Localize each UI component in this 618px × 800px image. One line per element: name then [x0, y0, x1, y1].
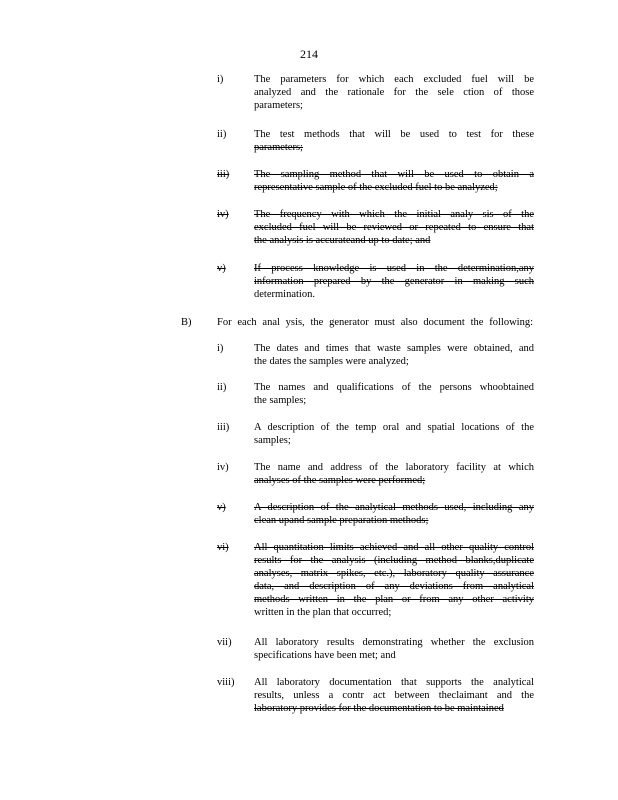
- section-b-label: B): [181, 317, 192, 328]
- list-item-line: All laboratory documentation that supports the analytical: [254, 677, 534, 688]
- list-item-line: A description of the analytical methods used, including any: [254, 502, 534, 513]
- list-item-number: iii): [217, 422, 230, 433]
- list-item-line: analyzed and the rationale for the sele ction of those: [254, 87, 534, 98]
- list-item-number: iv): [217, 462, 229, 473]
- section-b-intro: For each anal ysis, the generator must also document the following:: [217, 317, 533, 328]
- list-item-line: laboratory provides for the documentation to be maintained: [254, 703, 504, 714]
- list-item-line: All quantitation limits achieved and all other quality control: [254, 542, 534, 553]
- list-item-line: The name and address of the laboratory facility at which: [254, 462, 534, 473]
- list-item-line: results for the analysis (including method blanks,duplicate: [254, 555, 534, 566]
- page-number: 214: [300, 47, 318, 61]
- list-item-line: The parameters for which each excluded fuel will be: [254, 74, 534, 85]
- list-item-number: iii): [217, 169, 230, 180]
- list-item-line: results, unless a contr act between theclaimant and the: [254, 690, 534, 701]
- list-item-line: samples;: [254, 435, 291, 446]
- list-item-number: vi): [217, 542, 229, 553]
- list-item-line: the analysis is accurateand up to date; and: [254, 235, 431, 246]
- list-item-line: information prepared by the generator in making such: [254, 276, 534, 287]
- list-item-number: v): [217, 263, 226, 274]
- list-item-number: i): [217, 343, 224, 354]
- list-item-number: v): [217, 502, 226, 513]
- list-item-line: the samples;: [254, 395, 307, 406]
- list-item-line: analyses, matrix spikes, etc.), laboratory quality assurance: [254, 568, 534, 579]
- list-item-line: A description of the temp oral and spatial locations of the: [254, 422, 534, 433]
- list-item-line: written in the plan that occurred;: [254, 607, 392, 618]
- list-item-line: If process knowledge is used in the determination,any: [254, 263, 534, 274]
- list-item-line: All laboratory results demonstrating whether the exclusion: [254, 637, 534, 648]
- list-item-line: parameters;: [254, 142, 303, 153]
- list-item-number: iv): [217, 209, 229, 220]
- list-item-line: The dates and times that waste samples were obtained, and: [254, 343, 534, 354]
- list-item-line: The sampling method that will be used to obtain a: [254, 169, 534, 180]
- list-item-number: viii): [217, 677, 235, 688]
- list-item-line: data, and description of any deviations from analytical: [254, 581, 534, 592]
- list-item-number: i): [217, 74, 224, 85]
- list-item-line: The names and qualifications of the persons whoobtained: [254, 382, 534, 393]
- list-item-line: determination.: [254, 289, 315, 300]
- list-item-line: The test methods that will be used to test for these: [254, 129, 534, 140]
- list-item-line: clean upand sample preparation methods;: [254, 515, 429, 526]
- list-item-line: methods written in the plan or from any other activity: [254, 594, 534, 605]
- list-item-line: excluded fuel will be reviewed or repeated to ensure that: [254, 222, 534, 233]
- list-item-number: ii): [217, 382, 227, 393]
- list-item-line: analyses of the samples were performed;: [254, 475, 426, 486]
- list-item-line: The frequency with which the initial analy sis of the: [254, 209, 534, 220]
- list-item-line: parameters;: [254, 100, 303, 111]
- list-item-number: ii): [217, 129, 227, 140]
- list-item-number: vii): [217, 637, 232, 648]
- list-item-line: representative sample of the excluded fuel to be analyzed;: [254, 182, 498, 193]
- list-item-line: specifications have been met; and: [254, 650, 396, 661]
- list-item-line: the dates the samples were analyzed;: [254, 356, 409, 367]
